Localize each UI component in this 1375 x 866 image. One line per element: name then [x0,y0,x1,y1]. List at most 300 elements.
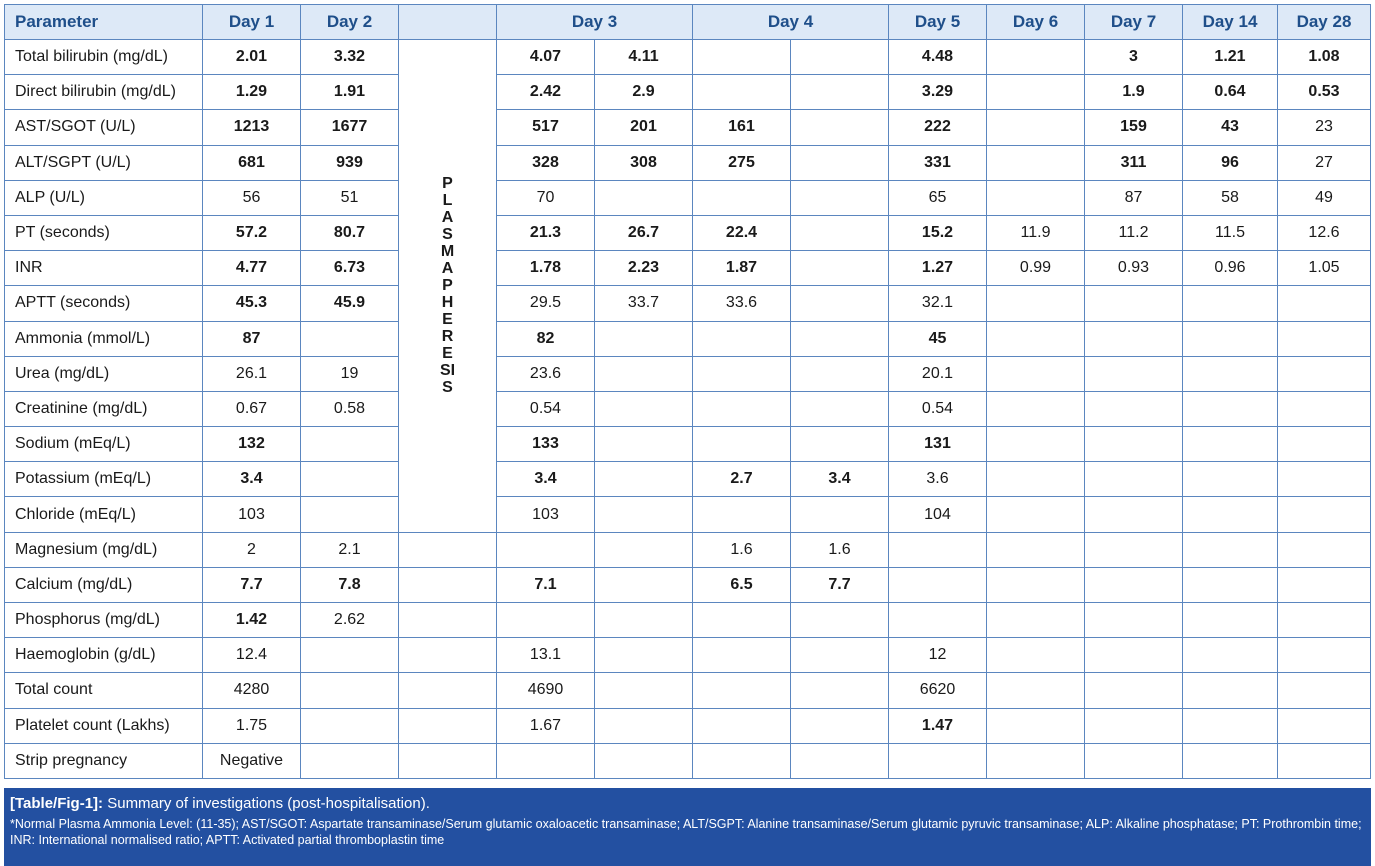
row-label: Strip pregnancy [5,743,203,778]
table-cell: 12 [889,638,987,673]
table-cell [1085,497,1183,532]
table-cell [791,673,889,708]
table-cell [791,40,889,75]
table-row [5,180,1371,215]
table-cell [791,391,889,426]
table-cell [987,75,1085,110]
header-day28: Day 28 [1278,5,1371,40]
row-label: Phosphorus (mg/dL) [5,603,203,638]
table-cell [987,743,1085,778]
table-cell: 51 [301,180,399,215]
table-cell [1183,427,1278,462]
table-cell [301,743,399,778]
table-cell: 2.62 [301,603,399,638]
table-row [5,356,1371,391]
table-cell: 82 [497,321,595,356]
table-row [5,391,1371,426]
header-day14: Day 14 [1183,5,1278,40]
row-label: PT (seconds) [5,215,203,250]
investigations-table [4,4,1371,779]
table-cell [693,180,791,215]
caption-label: [Table/Fig-1]: [10,795,104,812]
header-day5: Day 5 [889,5,987,40]
table-cell: 4.11 [595,40,693,75]
table-cell [987,567,1085,602]
table-cell: 3 [1085,40,1183,75]
table-cell [1085,356,1183,391]
table-cell [1183,567,1278,602]
table-cell [693,673,791,708]
table-cell [987,462,1085,497]
table-cell: 87 [1085,180,1183,215]
row-label: ALP (U/L) [5,180,203,215]
table-cell: 33.6 [693,286,791,321]
table-cell [791,638,889,673]
row-label: INR [5,251,203,286]
table-cell: 1.08 [1278,40,1371,75]
table-cell: 4.48 [889,40,987,75]
table-row [5,286,1371,321]
table-cell [791,110,889,145]
table-cell [595,743,693,778]
table-cell [693,708,791,743]
table-cell [595,462,693,497]
row-label: Total count [5,673,203,708]
table-row [5,145,1371,180]
table-cell: 0.64 [1183,75,1278,110]
table-cell [1183,603,1278,638]
table-cell: 2.42 [497,75,595,110]
table-cell [987,427,1085,462]
table-cell [1085,391,1183,426]
table-cell [1278,743,1371,778]
table-cell: 132 [203,427,301,462]
table-cell: 2.1 [301,532,399,567]
row-label: Potassium (mEq/L) [5,462,203,497]
row-label: APTT (seconds) [5,286,203,321]
table-cell: 1.27 [889,251,987,286]
table-cell [791,708,889,743]
header-day4: Day 4 [693,5,889,40]
table-cell: 1.9 [1085,75,1183,110]
table-cell: 29.5 [497,286,595,321]
table-cell [1085,673,1183,708]
table-cell: 103 [497,497,595,532]
table-cell: 939 [301,145,399,180]
table-cell [791,215,889,250]
table-cell [595,708,693,743]
caption-title-line [10,794,1365,813]
table-cell: 26.7 [595,215,693,250]
table-cell [1183,321,1278,356]
table-cell [1183,391,1278,426]
table-cell: 58 [1183,180,1278,215]
table-cell [1278,638,1371,673]
table-cell: 43 [1183,110,1278,145]
table-cell [693,497,791,532]
table-cell: 27 [1278,145,1371,180]
table-cell: 32.1 [889,286,987,321]
table-cell: 57.2 [203,215,301,250]
table-cell [791,427,889,462]
table-cell: 3.6 [889,462,987,497]
table-cell: 4280 [203,673,301,708]
table-cell [987,110,1085,145]
table-cell: 3.4 [791,462,889,497]
table-cell: 0.96 [1183,251,1278,286]
table-cell: 131 [889,427,987,462]
table-cell [1183,462,1278,497]
table-cell [693,75,791,110]
row-label: Ammonia (mmol/L) [5,321,203,356]
table-cell [987,497,1085,532]
table-cell [1183,356,1278,391]
table-cell [497,532,595,567]
table-cell: 11.9 [987,215,1085,250]
table-cell: 0.58 [301,391,399,426]
table-cell [987,532,1085,567]
table-cell [693,427,791,462]
table-cell [987,708,1085,743]
table-cell: 3.4 [497,462,595,497]
table-row [5,708,1371,743]
table-cell [497,603,595,638]
table-cell: 21.3 [497,215,595,250]
table-cell [791,743,889,778]
table-cell [301,708,399,743]
row-label: Calcium (mg/dL) [5,567,203,602]
table-cell: 1.91 [301,75,399,110]
table-cell: 133 [497,427,595,462]
table-cell [301,673,399,708]
table-cell: 13.1 [497,638,595,673]
table-cell: 1.42 [203,603,301,638]
table-cell [1085,321,1183,356]
table-cell: 70 [497,180,595,215]
table-cell: 12.6 [1278,215,1371,250]
table-cell [791,286,889,321]
table-cell: 23.6 [497,356,595,391]
table-cell [693,603,791,638]
table-cell: 6.5 [693,567,791,602]
row-label: Haemoglobin (g/dL) [5,638,203,673]
table-cell: 1.21 [1183,40,1278,75]
table-row [5,567,1371,602]
table-cell [595,180,693,215]
table-cell: 104 [889,497,987,532]
table-row [5,215,1371,250]
table-cell [693,638,791,673]
table-cell [791,603,889,638]
table-cell [1183,286,1278,321]
table-cell: 1.6 [791,532,889,567]
table-cell [399,708,497,743]
table-cell: 49 [1278,180,1371,215]
table-cell [987,321,1085,356]
table-cell [1183,743,1278,778]
row-label: Direct bilirubin (mg/dL) [5,75,203,110]
table-cell [1085,708,1183,743]
table-cell [595,356,693,391]
table-row [5,603,1371,638]
table-cell [791,356,889,391]
table-row [5,638,1371,673]
table-cell: 161 [693,110,791,145]
table-cell: 1677 [301,110,399,145]
table-cell: 1.87 [693,251,791,286]
table-cell: 2.7 [693,462,791,497]
table-cell: 87 [203,321,301,356]
table-cell [987,40,1085,75]
table-row [5,75,1371,110]
table-cell [595,673,693,708]
table-cell: 201 [595,110,693,145]
table-cell: 7.1 [497,567,595,602]
table-cell: 0.53 [1278,75,1371,110]
table-cell [1278,356,1371,391]
table-cell [301,462,399,497]
table-cell: 22.4 [693,215,791,250]
table-cell [1085,532,1183,567]
table-cell [1183,532,1278,567]
row-label: ALT/SGPT (U/L) [5,145,203,180]
table-cell [693,40,791,75]
row-label: Platelet count (Lakhs) [5,708,203,743]
row-label: Magnesium (mg/dL) [5,532,203,567]
table-cell [987,356,1085,391]
table-cell [1278,603,1371,638]
header-day7: Day 7 [1085,5,1183,40]
table-cell [1278,673,1371,708]
row-label: Sodium (mEq/L) [5,427,203,462]
table-row [5,743,1371,778]
table-cell [987,673,1085,708]
table-cell [987,638,1085,673]
table-cell [595,603,693,638]
table-cell [791,321,889,356]
table-cell: 0.93 [1085,251,1183,286]
table-cell: 96 [1183,145,1278,180]
table-row [5,427,1371,462]
table-cell: 4690 [497,673,595,708]
table-cell: 517 [497,110,595,145]
header-plasma-blank [399,5,497,40]
table-cell [1085,286,1183,321]
header-day3: Day 3 [497,5,693,40]
table-row [5,251,1371,286]
table-cell: 3.32 [301,40,399,75]
caption-title: Summary of investigations (post-hospitalisation). [107,795,430,812]
table-cell [1085,427,1183,462]
table-cell: 1213 [203,110,301,145]
table-cell [399,743,497,778]
table-header-row [5,5,1371,40]
row-label: Urea (mg/dL) [5,356,203,391]
table-cell: 6.73 [301,251,399,286]
table-cell: 80.7 [301,215,399,250]
table-cell [399,673,497,708]
table-cell [987,145,1085,180]
table-cell: 19 [301,356,399,391]
table-cell [497,743,595,778]
table-cell [301,427,399,462]
row-label: AST/SGOT (U/L) [5,110,203,145]
table-cell: 3.4 [203,462,301,497]
table-cell [595,321,693,356]
table-cell [399,532,497,567]
table-cell [399,638,497,673]
table-cell: 0.99 [987,251,1085,286]
table-cell [301,638,399,673]
table-cell [595,532,693,567]
table-cell [1085,567,1183,602]
row-label: Chloride (mEq/L) [5,497,203,532]
table-cell [889,532,987,567]
table-cell: 2 [203,532,301,567]
table-cell [987,391,1085,426]
table-cell [693,743,791,778]
table-cell [987,286,1085,321]
table-cell [301,497,399,532]
table-cell: 1.67 [497,708,595,743]
header-day1: Day 1 [203,5,301,40]
header-day2: Day 2 [301,5,399,40]
table-cell [595,497,693,532]
table-row [5,497,1371,532]
table-row [5,532,1371,567]
table-cell [1278,391,1371,426]
plasmapheresis-label [399,40,497,533]
table-cell: 11.5 [1183,215,1278,250]
table-cell [399,603,497,638]
table-cell [595,391,693,426]
table-cell: 1.29 [203,75,301,110]
table-cell [889,743,987,778]
table-cell: 12.4 [203,638,301,673]
table-cell: 2.9 [595,75,693,110]
caption-note: *Normal Plasma Ammonia Level: (11-35); AST/SGOT: Aspartate transaminase/Serum glutamic oxaloacetic transaminase; ALT/SGPT: Alanine transaminase/Serum glutamic pyruvic transaminase; ALP: Alkaline phosphatase; PT: Prothrombin time; INR: International normalised ratio; APTT: Activated partial thromboplastin time [10,817,1362,847]
table-cell: 15.2 [889,215,987,250]
table-cell: 45.9 [301,286,399,321]
table-row [5,321,1371,356]
header-parameter: Parameter [5,5,203,40]
table-cell [1278,567,1371,602]
table-cell [1085,638,1183,673]
table-cell: 4.07 [497,40,595,75]
table-cell: 0.54 [889,391,987,426]
row-label: Creatinine (mg/dL) [5,391,203,426]
table-cell: 2.01 [203,40,301,75]
table-cell: 328 [497,145,595,180]
table-cell [791,145,889,180]
table-cell [1278,708,1371,743]
table-cell [693,321,791,356]
table-cell: 308 [595,145,693,180]
table-row [5,673,1371,708]
table-cell [1183,708,1278,743]
table-cell [1183,497,1278,532]
table-cell: 1.47 [889,708,987,743]
table-body [5,40,1371,779]
table-cell [1085,603,1183,638]
table-cell: 0.67 [203,391,301,426]
table-cell: 7.8 [301,567,399,602]
table-cell: 275 [693,145,791,180]
table-cell [693,391,791,426]
table-cell [301,321,399,356]
table-cell: 6620 [889,673,987,708]
table-cell [889,603,987,638]
table-cell: 56 [203,180,301,215]
table-cell: 331 [889,145,987,180]
table-cell [399,567,497,602]
table-caption [4,788,1371,866]
table-cell [1278,286,1371,321]
table-cell: 45.3 [203,286,301,321]
table-cell [889,567,987,602]
table-cell [987,603,1085,638]
table-row [5,462,1371,497]
table-cell [1085,743,1183,778]
table-cell: 20.1 [889,356,987,391]
table-cell: 1.78 [497,251,595,286]
table-cell [1278,497,1371,532]
table-cell: 103 [203,497,301,532]
table-cell [987,180,1085,215]
table-cell: Negative [203,743,301,778]
table-cell: 3.29 [889,75,987,110]
header-day6: Day 6 [987,5,1085,40]
table-cell: 7.7 [203,567,301,602]
table-cell: 45 [889,321,987,356]
table-cell: 0.54 [497,391,595,426]
plasmapheresis-text: PLASMAPHERESIS [439,175,456,397]
table-cell: 1.6 [693,532,791,567]
table-cell: 7.7 [791,567,889,602]
table-cell: 681 [203,145,301,180]
table-cell: 222 [889,110,987,145]
table-cell: 26.1 [203,356,301,391]
table-row [5,110,1371,145]
table-cell [1183,673,1278,708]
table-cell [1085,462,1183,497]
table-cell [693,356,791,391]
table-cell [1278,532,1371,567]
table-cell [1278,462,1371,497]
table-cell [791,180,889,215]
table-cell [595,567,693,602]
table-cell [791,251,889,286]
table-cell [1183,638,1278,673]
table-cell: 159 [1085,110,1183,145]
table-row [5,40,1371,75]
table-cell: 2.23 [595,251,693,286]
table-cell [595,638,693,673]
table-cell: 65 [889,180,987,215]
table-cell: 33.7 [595,286,693,321]
table-cell: 311 [1085,145,1183,180]
table-cell: 23 [1278,110,1371,145]
table-cell: 1.75 [203,708,301,743]
table-cell: 11.2 [1085,215,1183,250]
table-cell [1278,427,1371,462]
row-label: Total bilirubin (mg/dL) [5,40,203,75]
table-cell: 1.05 [1278,251,1371,286]
table-cell [595,427,693,462]
table-cell [1278,321,1371,356]
table-cell [791,75,889,110]
table-cell: 4.77 [203,251,301,286]
